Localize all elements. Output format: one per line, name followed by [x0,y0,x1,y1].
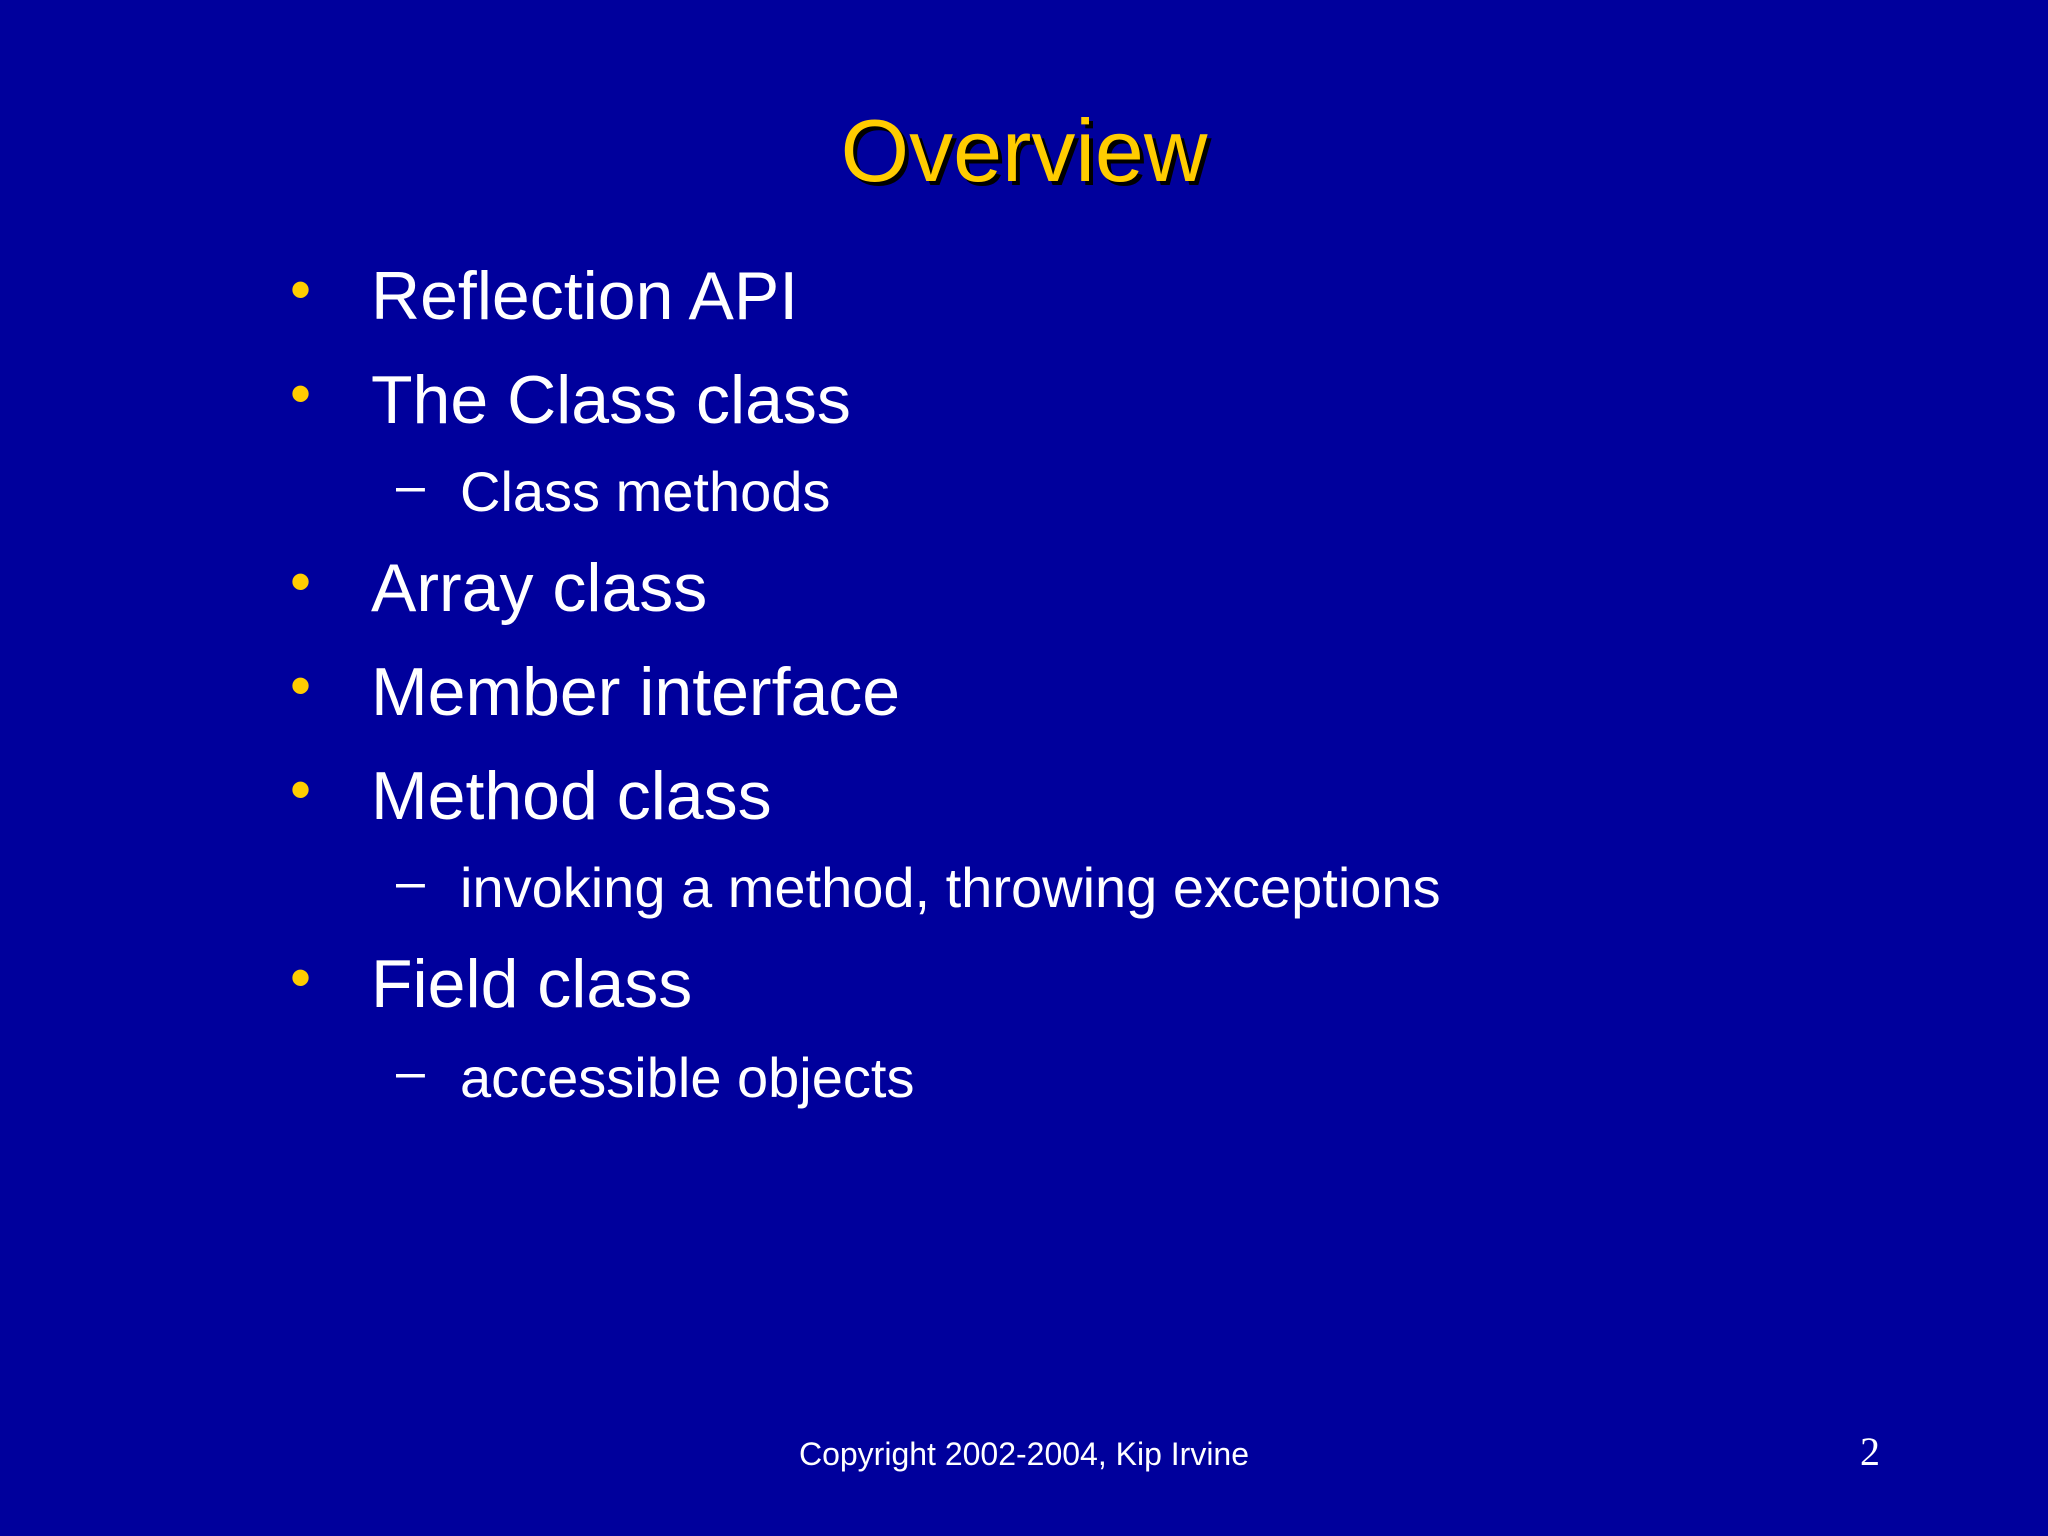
sub-bullet-marker: – [396,457,425,515]
bullet-marker: • [290,256,312,323]
sub-bullet-marker: – [396,853,425,911]
bullet-text: Method class [371,758,772,834]
bullet-marker: • [290,360,312,427]
sub-bullet-text: accessible objects [460,1046,915,1109]
sub-bullet-text: Class methods [460,460,831,523]
bullet-text: Member interface [371,654,901,730]
bullet-text: Reflection API [371,258,799,334]
page-number: 2 [1860,1429,1880,1474]
slide-title: Overview [840,101,1208,200]
copyright-footer: Copyright 2002-2004, Kip Irvine [798,1436,1250,1472]
bullet-text: The Class class [371,362,851,438]
sub-bullet-marker: – [396,1043,425,1101]
bullet-marker: • [290,548,312,615]
bullet-text: Array class [371,550,708,626]
bullet-marker: • [290,652,312,719]
bullet-marker: • [290,944,312,1011]
bullet-text: Field class [371,946,693,1022]
bullet-marker: • [290,756,312,823]
sub-bullet-text: invoking a method, throwing exceptions [460,856,1441,919]
